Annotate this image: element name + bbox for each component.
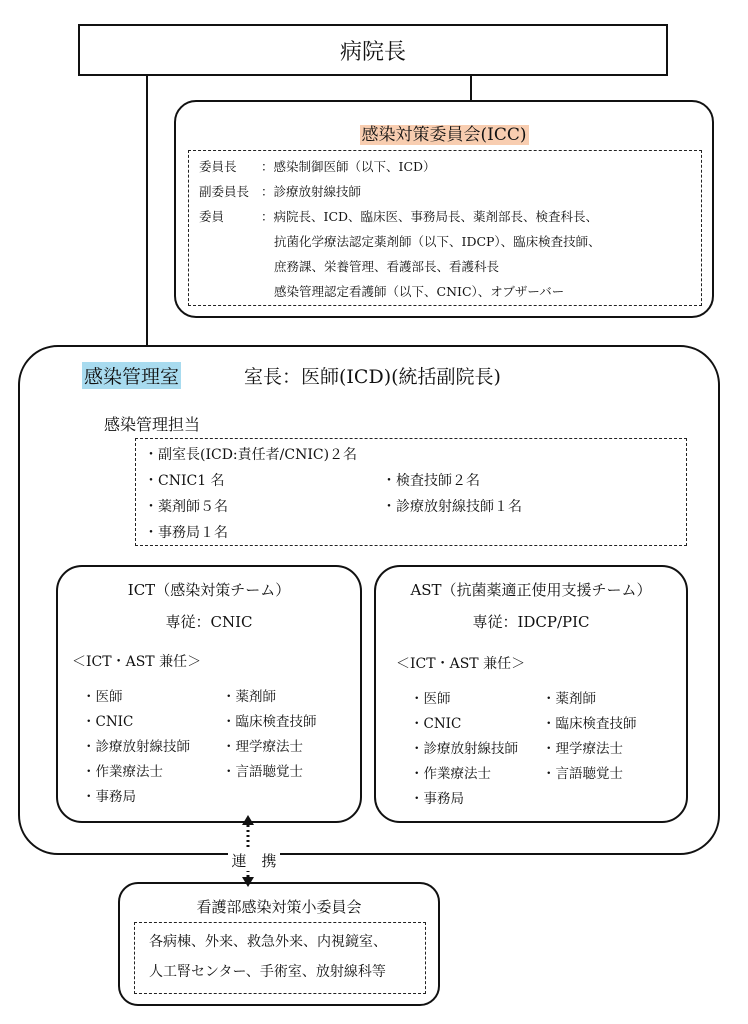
ast-member: ・CNIC [410, 716, 462, 732]
ast-member: ・診療放射線技師 [410, 741, 518, 757]
ict-box [56, 565, 362, 823]
ict-member: ・CNIC [82, 714, 134, 730]
nursing-line: 人工腎センター、手術室、放射線科等 [149, 964, 386, 980]
ict-subtitle: ＜ICT・AST 兼任＞ [72, 654, 202, 670]
ast-lead: 専従：IDCP/PIC [472, 613, 590, 631]
icc-row-cont2: 庶務課、栄養管理、看護部長、看護科長 [274, 259, 500, 274]
ict-title: ICT（感染対策チーム） [127, 581, 291, 599]
director-box [78, 24, 668, 76]
ict-member: ・事務局 [82, 789, 136, 805]
staff-item: ・検査技師２名 [382, 473, 480, 489]
nursing-line: 各病棟、外来、救急外来、内視鏡室、 [149, 934, 387, 950]
ict-lead: 専従：CNIC [165, 613, 253, 631]
ict-member: ・理学療法士 [222, 739, 303, 755]
nursing-units-box [134, 922, 426, 994]
ast-subtitle: ＜ICT・AST 兼任＞ [396, 656, 526, 672]
staff-label: 感染管理担当 [104, 415, 201, 434]
staff-item: ・副室長(ICD:責任者/CNIC)２名 [144, 447, 358, 463]
link-label: 連 携 [228, 850, 280, 871]
icc-box [174, 100, 714, 318]
staff-item: ・診療放射線技師１名 [382, 499, 522, 515]
ict-member: ・薬剤師 [222, 689, 276, 705]
staff-box [135, 438, 687, 546]
nursing-box [118, 882, 440, 1006]
ast-member: ・事務局 [410, 791, 464, 807]
ast-member: ・言語聴覚士 [542, 766, 623, 782]
icc-members-box: 委員長 ：感染制御医師（以下、ICD） 副委員長 ：診療放射線技師 委員 ：病院長、ICD、臨床医、事務局長、薬剤部長、検査科長、 抗菌化学療法認定薬剤師（以下、IDCP）、臨床検査技師、 庶務課、栄養管理、看護部長、看護科長 感染管理認定看護師（以下、CNIC）、オブザーバー [188, 150, 702, 306]
icc-title: 感染対策委員会(ICC) [361, 125, 527, 145]
icc-row-cont3: 感染管理認定看護師（以下、CNIC）、オブザーバー [274, 284, 565, 299]
ast-member: ・臨床検査技師 [542, 716, 637, 732]
office-title: 感染管理室 [82, 362, 181, 389]
director-label: 病院長 [339, 39, 406, 65]
ast-member: ・薬剤師 [542, 691, 596, 707]
ict-member: ・医師 [82, 689, 123, 705]
ict-member: ・作業療法士 [82, 764, 163, 780]
ast-member: ・理学療法士 [542, 741, 623, 757]
nursing-title: 看護部感染対策小委員会 [196, 898, 362, 916]
ast-box [374, 565, 688, 823]
staff-item: ・CNIC1 名 [144, 473, 225, 489]
icc-row-chair: 委員長 [199, 159, 237, 174]
icc-row-members: 委員 [199, 209, 225, 224]
ast-title: AST（抗菌薬適正使用支援チーム） [410, 581, 652, 599]
staff-item: ・事務局１名 [144, 525, 228, 541]
icc-row-vice: 副委員長 [199, 184, 250, 199]
ast-member: ・作業療法士 [410, 766, 491, 782]
icc-row-cont1: 抗菌化学療法認定薬剤師（以下、IDCP）、臨床検査技師、 [274, 234, 601, 249]
office-head: 室長：医師(ICD)(統括副院長) [244, 366, 501, 388]
staff-item: ・薬剤師５名 [144, 499, 228, 515]
ict-member: ・言語聴覚士 [222, 764, 303, 780]
connector-director-icc [470, 76, 472, 101]
connector-director-office [146, 76, 148, 346]
ict-member: ・臨床検査技師 [222, 714, 317, 730]
ict-member: ・診療放射線技師 [82, 739, 190, 755]
ast-member: ・医師 [410, 691, 451, 707]
